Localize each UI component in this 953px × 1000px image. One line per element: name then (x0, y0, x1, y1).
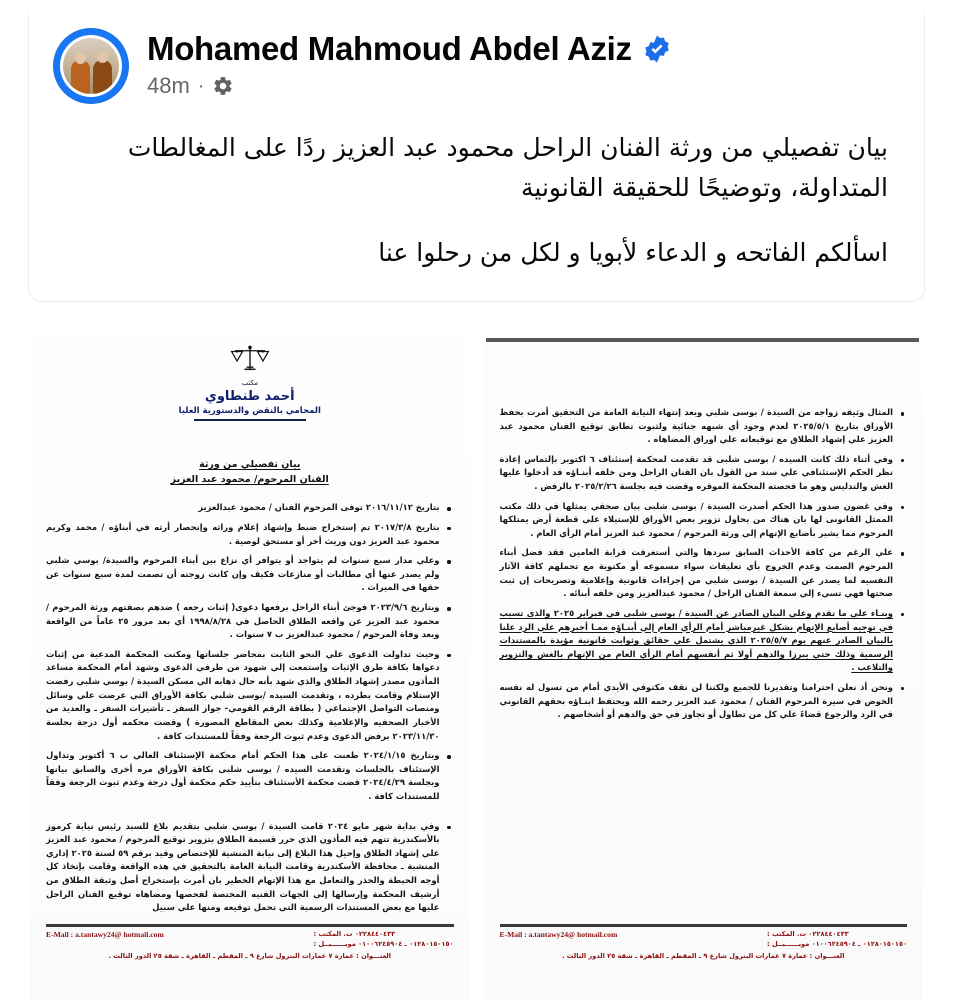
post-body (29, 104, 924, 273)
footer-mobile-value: ٠١٢٨٠١٥٠١٥٠ ـ ٠١٠٠٦٢٤٥٩٠٤ (358, 940, 454, 949)
avatar-head-left (75, 53, 86, 64)
post-paragraph-1: بيان تفصيلي من ورثة الفنان الراحل محمود عبد العزيز ردًا على المغالطات المتداولة، وتوضيحًا للحقيقة القانونية (127, 133, 888, 202)
document-clause: وبنـاء علي ما تقدم وعلي البيان الصادر عن السيدة / بوسى شلبى في فبراير ٢٠٢٥ والذى تسبب في توجيه أصابع الإتهام بشكل غيرمباشر أمام الرأي العام إلي أبنـاؤه ممـا أجبرهم علي الرد علنا بالبيان الصادر عنهم يوم ٢٠٢٥/٥/٧ الذي يشتمل علي حقائق وثوابت قانونية مؤيدة بالمستندات الرسمية وذلك حتي يبرزا والدهم أولا ثم أنفسهم أمام الرأي العام من الإتهام بالغش والتزوير والتلاعب . (500, 607, 908, 675)
document-clause: ونحن أذ نعلن احترامنا وتقديرنا للجميع ولكننا لن نقف مكتوفي الأيدي أمام من تسول له نفسه الخوض في سيرة المرحوم الفنان / محمود عبد العزيز رحمه الله ويحتفظ ابنـاؤه بحقهم القانوني في الرد والرجوع قضاءً علي كل من تطاول أو تجاوز في حق والدهم أو أشخاصهم . (500, 681, 908, 722)
footer-mobile-label: موبــــــيــل : (767, 940, 810, 949)
document-image-right[interactable] (484, 336, 924, 1000)
author-name[interactable]: Mohamed Mahmoud Abdel Aziz (147, 30, 632, 67)
footer-address-value: عمارة ٧ عمارات البترول شارع ٩ ـ المقطم ـ القاهرة ـ شقة ٢٥ الدور الثالث . (561, 952, 808, 960)
document-footer-right (500, 924, 908, 960)
footer-email: E-Mail : a.tantawy24@ hotmail.com (499, 930, 618, 940)
letterhead-lawyer-name: أحمد طنطاوي (204, 389, 295, 404)
footer-office-phone (767, 930, 907, 940)
document-clause: بتاريخ ٢٠١٦/١١/١٢ توفى المرحوم الفنان / محمود عبدالعزيز (46, 501, 454, 515)
document-clause: وعلي مدار سبع سنوات لم يتواجد أو يتوافر أي نزاع بين أبناء المرحوم والسيدة/ بوسي شلبي ولم يصدر عنها أي مطالبات أو منازعات فكيف وإن كانت زوجته أن تصمت لمدة سبع سنوات عن حقها في الميراث . (46, 554, 454, 595)
footer-address-value: عمارة ٧ عمارات البترول شارع ٩ ـ المقطم ـ القاهرة ـ شقة ٢٥ الدور الثالث . (108, 952, 354, 960)
footer-address (500, 952, 908, 960)
post-header-text (147, 28, 672, 97)
gear-icon[interactable] (212, 75, 234, 97)
document-clause: بتاريخ ٢٠١٧/٣/٨ تم إستخراج ضبط وإشهاد إعلام وراثه وإنحصار أرثه في أبناؤه / محمد وكريم محمود عبد العزيز دون وريث أخر أو مستحق لوصية . (46, 521, 454, 548)
verified-badge-icon[interactable] (642, 34, 672, 64)
document-clause-list (500, 406, 908, 722)
footer-divider (500, 924, 908, 927)
footer-office-phone-value: ٠٢٢٨٤٤٠٤٣٣ (354, 930, 396, 939)
footer-phones (314, 930, 454, 950)
document-clause: وفي غضون صدور هذا الحكم أصدرت السيدة / بوسى شلبى بيان صحفي يمثلها في ذلك مكتب الممثل القانونى لها بان هناك من يحاول تزوير بعض الأوراق للإستيلاء علي قطعة أرض يمتلكها المرحوم مما يشير بأصابع الإتهام إلي ورثة المرحوم / محمود عبد العزيز أمام الرأي العام . (500, 500, 908, 541)
letterhead-divider (194, 419, 306, 421)
footer-mobile-label: موبــــــيــل : (313, 940, 356, 949)
avatar-person-right (93, 60, 112, 94)
avatar-photo (63, 38, 119, 94)
footer-office-phone-value: ٠٢٢٨٤٤٠٤٣٣ (808, 930, 849, 939)
document-image-left[interactable] (30, 336, 470, 1000)
footer-office-phone (314, 930, 454, 940)
footer-office-phone-label: ت. المكتب : (767, 930, 807, 939)
document-clause: وفي أثناء ذلك كانت السيده / بوسى شلبى قد تقدمت لمحكمة إستئناف ٦ اكتوبر بإلتماس إعادة نظر الحكم الإستئنافي علي سند من القول بان الفنان الراحل ومن خلفه أبنـاؤه قد أدخلوا عليها الغش والتدليس وهو ما فحصته المحكمة الموقره وقضت فيه بجلسة ٢٠٢٥/٢/٢٦ بالرفض . (500, 453, 908, 494)
document-clause-list (46, 501, 454, 914)
document-clause: وحيث تداولت الدعوى علي النحو الثابت بمحاضر جلساتها ومكنت المحكمة المدعية من إثبات دعواها بكافة طرق الإثبات وإستمعت إلي شهود من طرفي الدعوى وشهد أمام المحكمة مساعد المأذون مصدر إشهاد الطلاق والذي شهد بأنه حال ذهابه الي مسكن السيدة / بوسي شلبي رفضت الإستلام وقامت بطرده ، وتقدمت السيده /بوسى شلبي بكافة الأوراق التي عرضت علي وسائل ومنصات التواصل الإجتماعي ( بطاقة الرقم القومي- جواز السفر ـ تأشيرات السفر ـ والعديد من الأخبار الصحفيه والإعلامية وكذلك بعض المقاطع المصورة ) وقضت محكمه أول درجة بجلسة ٢٠٢٣/١١/٣٠ برفض الدعوى وعدم ثبوت الرجعة وفقاً للمستندات كافة . (46, 648, 454, 743)
footer-address-label: العنـــوان : (356, 952, 392, 960)
document-body-left (30, 487, 470, 914)
footer-contact-row (46, 930, 454, 950)
post-timestamp[interactable]: 48m (147, 72, 190, 98)
document-clause: وفي بداية شهر مايو ٢٠٢٤ قامت السيدة / بوسي شلبي بتقديم بلاغ للسيد رئيس نيابة كرموز بالأسكندرية تتهم فيه المأذون الذي حرر قسيمة الطلاق بتزوير توقيع المرحوم / محمود عبد العزيز علي إشهاد الطلاق وإحيل هذا البلاغ إلى نيابة المنشية للإختصاص وقيد برقم ٥٩ لسنة ٢٠٢٥ إداري المنشية ـ محافظة الأسكندرية وقامت النيابة العامة بالتحقيق في هذه الواقعة وقامت بإتخاذ كل أوجه الحيطة والحذر والتعامل مع هذا الإتهام الخطير بان أمرت بإستخراج أصل وثيقة الطلاق من أرشيف المحكمة وإرسالها إلي الجهات الفنيه المختصة لفحصها ومضاهاه توقيع الفنان الراحل عليها مع بعض المستندات الرسمية التي تحمل توقيعه ومنها علي سبيل (46, 820, 454, 915)
footer-mobile (767, 940, 907, 950)
post-paragraph-2: اسألكم الفاتحه و الدعاء لأبويا و لكل من رحلوا عنا (378, 238, 888, 267)
document-clause: وبتاريخ ٢٠٢٣/٩/٦ فوجئ أبناء الراحل برفعها دعوى( إثبات رجعه ) ضدهم بصفتهم ورثة المرحوم / محمود عبد العزيز عن واقعه الطلاق الحاصل في ١٩٩٨/٨/٢٨ أي بعد مرور ٢٥ عاماً من الواقعة وبعد وفاة المرحوم / محمود عبدالعزيز ب ٧ سنوات . (46, 601, 454, 642)
footer-office-phone-label: ت. المكتب : (313, 930, 353, 939)
attachment-images (0, 336, 953, 1000)
post-header (29, 14, 924, 104)
footer-email: E-Mail : a.tantawy24@ hotmail.com (46, 930, 164, 940)
letterhead-office-label: مكتب (241, 379, 259, 387)
letterhead (30, 336, 470, 421)
footer-phones (767, 930, 907, 950)
post-card (28, 14, 925, 302)
document-footer-left (46, 924, 454, 960)
document-body-right (484, 342, 924, 722)
avatar-inner-frame (60, 35, 122, 97)
meta-separator: · (197, 74, 205, 97)
avatar-person-left (71, 60, 90, 94)
letterhead-credentials: المحامي بالنقض والدستورية العليا (178, 406, 321, 416)
document-title (30, 457, 470, 487)
footer-address-label: العنـــوان : (809, 952, 845, 960)
footer-contact-row (500, 930, 908, 950)
footer-mobile (314, 940, 454, 950)
document-clause: المثال وثيقه زواجه من السيدة / بوسى شلبي وبعد إنتهاء النيابة العامة من التحقيق أمرت بحفظ الأوراق بتاريخ ٢٠٢٥/٥/١ لعدم وجود أي شبهه جنائية ولثبوت تطابق توقيع الفنان محمود عبد العزيز علي إشهاد الطلاق مع توقيعاته علي اوراق المضاهاه . (500, 406, 908, 447)
author-row (147, 30, 672, 68)
post-meta-row (147, 72, 672, 98)
footer-address (46, 952, 454, 960)
document-clause: وبتاريخ ٢٠٢٤/١/١٥ طعنت على هذا الحكم أمام محكمة الإستئناف العالي ب ٦ أكتوبر وتداول الإستئناف بالجلسات وتقدمت السيده / بوسى شلبى بكافة الأوراق مره أخرى والسابق بيانها وبجلسة ٢٠٢٤/٤/٢٩ قضت محكمة الأستئناف بتأييد حكم محكمة أول درجة وعدم ثبوت الرجعة وفقاً للمستندات كافة . (46, 749, 454, 803)
footer-mobile-value: ٠١٢٨٠١٥٠١٥٠ ـ ٠١٠٠٦٢٤٥٩٠٤ (811, 940, 907, 949)
avatar[interactable] (53, 28, 129, 104)
document-clause: علي الرغم من كافة الأحداث السابق سردها والتي أستغرقت قرابة العامين فقد فضل أبناء المرحوم الصمت وعدم الخروج بأي تعليقات سواء مسموعه أو مكتوبة مع تحملهم كافة الآثار النفسيه لما يصدر عن السيدة / بوسى شلبي من إجراءات قانونية وإعلامية وتصريحات إن ثبت صحتها فهي تسيء إلي سمعة الفنان الراحل / محمود عبدالعزيز ومن خلفه أبنائه . (500, 546, 908, 600)
scales-of-justice-icon (229, 344, 271, 374)
document-title-line-2: الفنان المرحوم/ محمود عبد العزيز (170, 474, 329, 486)
document-title-line-1: بيان تفصيلي من ورثة (199, 459, 301, 470)
footer-divider (46, 924, 454, 927)
avatar-head-right (97, 52, 108, 63)
